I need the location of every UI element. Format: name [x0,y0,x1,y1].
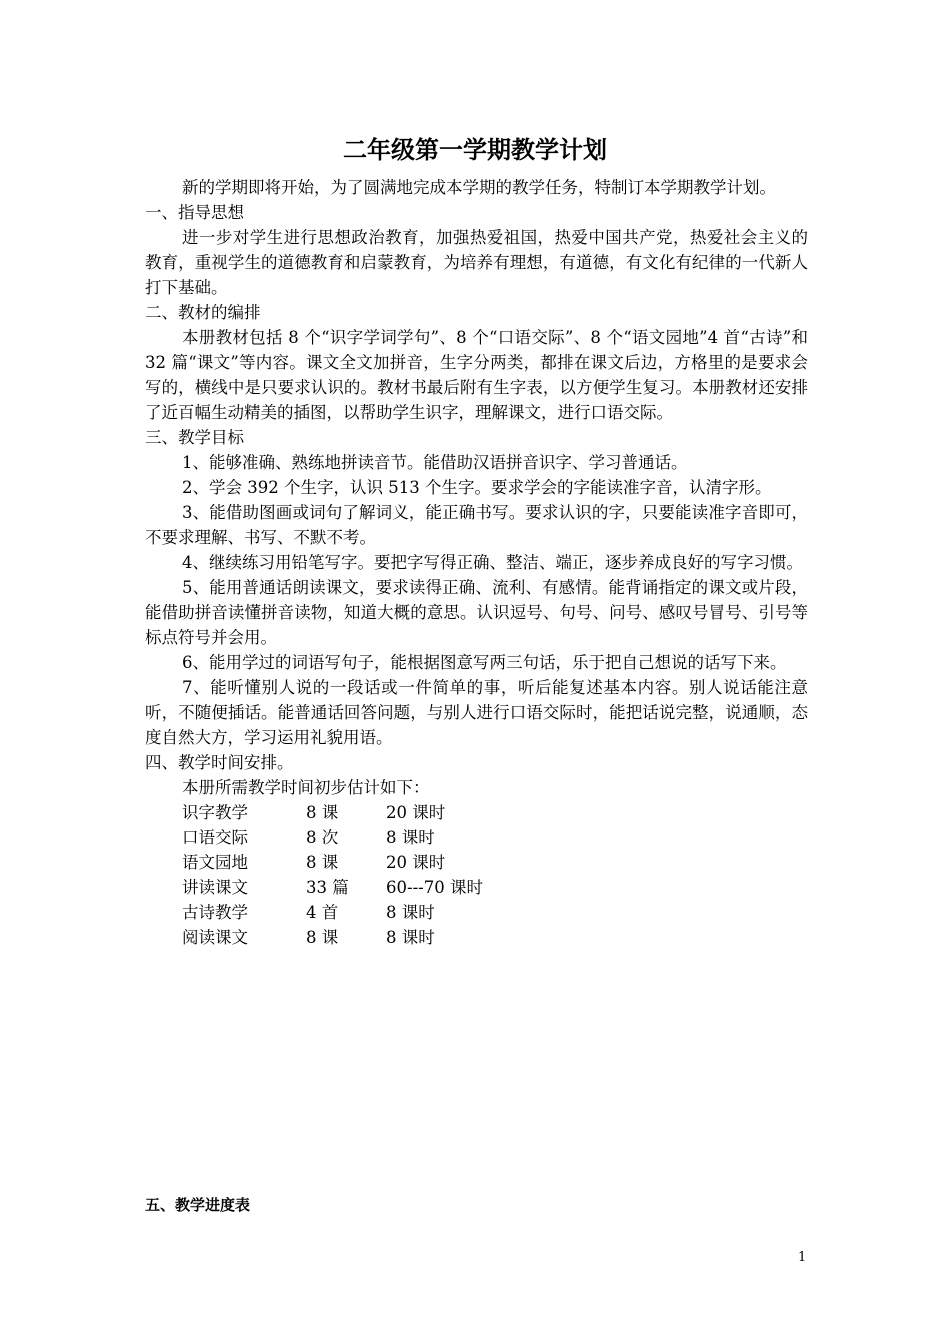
section-2-text: 本册教材包括 8 个“识字学词学句”、8 个“口语交际”、8 个“语文园地”4 首“古诗”和 32 篇“课文”等内容。课文全文加拼音，生字分两类，都排在课文后边，方格里的是要求会写的，横线中是只要求认识的。教材书最后附有生字表，以方便学生复习。本册教材还安排了近百幅生动精美的插图，以帮助学生识字，理解课文，进行口语交际。 [145,328,808,422]
section-2-heading: 二、教材的编排 [145,303,261,322]
schedule-item: 语文园地 [182,853,248,872]
schedule-item: 口语交际 [182,828,248,847]
intro-paragraph: 新的学期即将开始，为了圆满地完成本学期的教学任务，特制订本学期教学计划。 [182,178,776,197]
schedule-hours: 8 课时 [386,928,435,947]
schedule-item: 讲读课文 [182,878,248,897]
section-5-heading: 五、教学进度表 [145,1196,251,1214]
schedule-row [145,800,808,825]
schedule-row [145,825,808,850]
schedule-count: 8 课 [306,853,339,872]
goal-item: 7、能听懂别人说的一段话或一件简单的事，听后能复述基本内容。别人说话能注意听，不随便插话。能普通话回答问题，与别人进行口语交际时，能把话说完整，说通顺，态度自然大方，学习运用礼貌用语。 [145,678,808,747]
document-body [145,175,808,950]
schedule-list [145,800,808,950]
schedule-item: 古诗教学 [182,903,248,922]
schedule-count: 8 次 [306,828,339,847]
schedule-item: 识字教学 [182,803,248,822]
goal-item: 3、能借助图画或词句了解词义，能正确书写。要求认识的字，只要能读准字音即可，不要求理解、书写、不默不考。 [145,503,808,547]
schedule-item: 阅读课文 [182,928,248,947]
schedule-count: 33 篇 [306,878,349,897]
schedule-hours: 20 课时 [386,853,446,872]
document-title: 二年级第一学期教学计划 [343,135,607,164]
goal-item: 5、能用普通话朗读课文，要求读得正确、流利、有感情。能背诵指定的课文或片段，能借助拼音读懂拼音读物，知道大概的意思。认识逗号、句号、问号、感叹号冒号、引号等标点符号并会用。 [145,578,808,647]
section-3-heading: 三、教学目标 [145,428,244,447]
section-4-heading: 四、教学时间安排。 [145,753,294,772]
schedule-row [145,925,808,950]
schedule-count: 8 课 [306,928,339,947]
schedule-hours: 8 课时 [386,903,435,922]
schedule-count: 4 首 [306,903,339,922]
goal-item: 4、继续练习用铅笔写字。要把字写得正确、整洁、端正，逐步养成良好的写字习惯。 [182,553,803,572]
section-1-heading: 一、指导思想 [145,203,244,222]
schedule-row [145,900,808,925]
page-number: 1 [798,1250,807,1265]
schedule-hours: 20 课时 [386,803,446,822]
section-1-text: 进一步对学生进行思想政治教育，加强热爱祖国，热爱中国共产党，热爱社会主义的教育，重视学生的道德教育和启蒙教育，为培养有理想，有道德，有文化有纪律的一代新人打下基础。 [145,228,808,297]
goal-item: 2、学会 392 个生字，认识 513 个生字。要求学会的字能读准字音，认清字形。 [182,478,772,497]
schedule-intro: 本册所需教学时间初步估计如下： [182,778,430,797]
goal-item: 6、能用学过的词语写句子，能根据图意写两三句话，乐于把自己想说的话写下来。 [182,653,787,672]
schedule-row [145,850,808,875]
schedule-hours: 60---70 课时 [386,878,483,897]
schedule-hours: 8 课时 [386,828,435,847]
goal-item: 1、能够准确、熟练地拼读音节。能借助汉语拼音识字、学习普通话。 [182,453,688,472]
schedule-row [145,875,808,900]
schedule-count: 8 课 [306,803,339,822]
